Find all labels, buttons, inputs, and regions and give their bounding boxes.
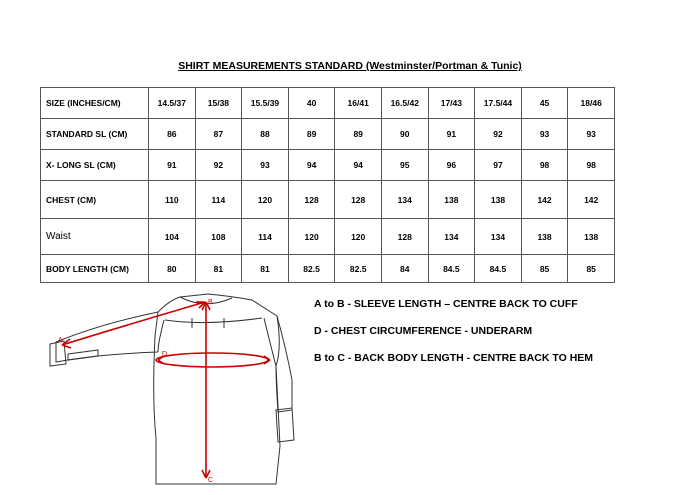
table-cell: 82.5 xyxy=(288,255,335,283)
table-cell: 85 xyxy=(521,255,568,283)
table-cell: 91 xyxy=(149,150,196,181)
label-b: B xyxy=(208,299,213,306)
table-cell: 138 xyxy=(428,181,475,219)
table-cell: 114 xyxy=(195,181,242,219)
row-label: CHEST (CM) xyxy=(41,181,149,219)
table-cell: 142 xyxy=(521,181,568,219)
table-cell: 92 xyxy=(195,150,242,181)
table-cell: 15.5/39 xyxy=(242,88,289,119)
table-cell: 92 xyxy=(475,119,522,150)
table-cell: 98 xyxy=(568,150,615,181)
table-cell: 81 xyxy=(195,255,242,283)
table-row xyxy=(41,88,615,119)
table-cell: 134 xyxy=(475,219,522,255)
table-cell: 86 xyxy=(149,119,196,150)
table-cell: 89 xyxy=(288,119,335,150)
table-cell: 82.5 xyxy=(335,255,382,283)
row-label: X- LONG SL (CM) xyxy=(41,150,149,181)
table-cell: 18/46 xyxy=(568,88,615,119)
legend-back-body-length: B to C - BACK BODY LENGTH - CENTRE BACK TO HEM xyxy=(314,352,594,364)
table-cell: 87 xyxy=(195,119,242,150)
table-row xyxy=(41,181,615,219)
chest-circumference-ellipse xyxy=(156,353,268,367)
table-cell: 120 xyxy=(242,181,289,219)
table-cell: 91 xyxy=(428,119,475,150)
table-row xyxy=(41,255,615,283)
row-label: BODY LENGTH (CM) xyxy=(41,255,149,283)
table-cell: 93 xyxy=(521,119,568,150)
shirt-left-sleeve xyxy=(56,312,158,362)
table-cell: 89 xyxy=(335,119,382,150)
shirt-yoke-seam xyxy=(165,318,262,323)
sleeve-length-line xyxy=(62,302,205,345)
shirt-armhole-left xyxy=(158,320,164,352)
measurements-table xyxy=(40,87,615,283)
label-a: A xyxy=(58,337,63,344)
table-cell: 93 xyxy=(242,150,289,181)
table-cell: 96 xyxy=(428,150,475,181)
table-cell: 114 xyxy=(242,219,289,255)
table-cell: 138 xyxy=(521,219,568,255)
measurement-legend xyxy=(314,298,593,379)
table-cell: 110 xyxy=(149,181,196,219)
table-cell: 16.5/42 xyxy=(381,88,428,119)
table-cell: 120 xyxy=(335,219,382,255)
table-cell: 138 xyxy=(568,219,615,255)
row-label: Waist xyxy=(41,219,149,255)
legend-chest-circumference: D - CHEST CIRCUMFERENCE - UNDERARM xyxy=(314,325,533,337)
table-cell: 98 xyxy=(521,150,568,181)
table-cell: 80 xyxy=(149,255,196,283)
row-label: STANDARD SL (CM) xyxy=(41,119,149,150)
label-d: D xyxy=(162,351,168,358)
table-cell: 84 xyxy=(381,255,428,283)
table-cell: 45 xyxy=(521,88,568,119)
table-cell: 134 xyxy=(428,219,475,255)
table-cell: 17.5/44 xyxy=(475,88,522,119)
chest-arrow-right xyxy=(264,356,270,364)
table-cell: 94 xyxy=(335,150,382,181)
page-title: SHIRT MEASUREMENTS STANDARD (Westminster/Portman & Tunic) xyxy=(178,60,522,72)
table-cell: 85 xyxy=(568,255,615,283)
table-cell: 94 xyxy=(288,150,335,181)
table-cell: 90 xyxy=(381,119,428,150)
table-cell: 97 xyxy=(475,150,522,181)
table-cell: 14.5/37 xyxy=(149,88,196,119)
table-cell: 40 xyxy=(288,88,335,119)
table-cell: 142 xyxy=(568,181,615,219)
table-cell: 88 xyxy=(242,119,289,150)
table-row xyxy=(41,150,615,181)
table-cell: 16/41 xyxy=(335,88,382,119)
table-cell: 84.5 xyxy=(475,255,522,283)
table-row xyxy=(41,119,615,150)
table-cell: 138 xyxy=(475,181,522,219)
table-cell: 95 xyxy=(381,150,428,181)
table-cell: 93 xyxy=(568,119,615,150)
row-label: SIZE (INCHES/CM) xyxy=(41,88,149,119)
table-cell: 15/38 xyxy=(195,88,242,119)
table-cell: 128 xyxy=(335,181,382,219)
legend-sleeve-length: A to B - SLEEVE LENGTH – CENTRE BACK TO CUFF xyxy=(314,298,578,310)
table-cell: 120 xyxy=(288,219,335,255)
table-row xyxy=(41,219,615,255)
shirt-armhole-right xyxy=(264,318,276,366)
shirt-cuff-placket xyxy=(68,350,98,360)
table-cell: 81 xyxy=(242,255,289,283)
table-cell: 134 xyxy=(381,181,428,219)
table-cell: 84.5 xyxy=(428,255,475,283)
table-cell: 128 xyxy=(288,181,335,219)
label-c: C xyxy=(208,477,214,484)
shirt-diagram xyxy=(40,288,310,488)
table-cell: 128 xyxy=(381,219,428,255)
table-cell: 17/43 xyxy=(428,88,475,119)
table-cell: 108 xyxy=(195,219,242,255)
table-cell: 104 xyxy=(149,219,196,255)
